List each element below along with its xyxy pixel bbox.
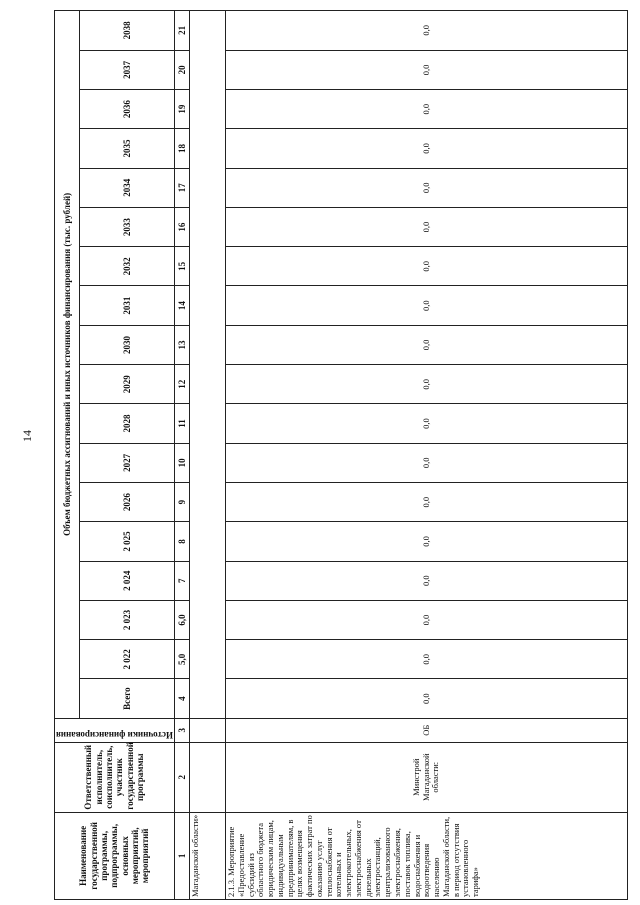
- column-number-8: 9: [174, 482, 189, 521]
- measure-value-11: 0,0: [225, 247, 627, 286]
- measure-value-15: 0,0: [225, 90, 627, 129]
- header-year-4: 2026: [79, 482, 174, 521]
- measure-value-14: 0,0: [225, 129, 627, 168]
- measure-value-16: 0,0: [225, 50, 627, 89]
- column-number-1: 2: [174, 742, 189, 812]
- measure-value-10: 0,0: [225, 286, 627, 325]
- financing-table: [54, 10, 628, 900]
- column-number-16: 17: [174, 168, 189, 207]
- continuation-executor-cell: [189, 742, 225, 812]
- column-number-13: 14: [174, 286, 189, 325]
- column-number-10: 11: [174, 404, 189, 443]
- header-year-2: 2 024: [79, 561, 174, 600]
- header-year-6: 2028: [79, 404, 174, 443]
- measure-value-1: 0,0: [225, 640, 627, 679]
- column-number-18: 19: [174, 90, 189, 129]
- header-year-10: 2032: [79, 247, 174, 286]
- measure-source-cell: ОБ: [225, 718, 627, 742]
- header-year-16: 2038: [79, 11, 174, 51]
- column-number-5: 6,0: [174, 600, 189, 639]
- measure-value-5: 0,0: [225, 482, 627, 521]
- header-year-0: 2 022: [79, 640, 174, 679]
- header-year-7: 2029: [79, 365, 174, 404]
- header-year-8: 2030: [79, 325, 174, 364]
- column-number-20: 21: [174, 11, 189, 51]
- header-year-15: 2037: [79, 50, 174, 89]
- header-year-9: 2031: [79, 286, 174, 325]
- header-year-13: 2035: [79, 129, 174, 168]
- header-source-column: [55, 718, 175, 742]
- continuation-name-cell: Магаданской области»: [189, 812, 225, 899]
- column-number-11: 12: [174, 365, 189, 404]
- header-name-column: Наименование государственной программы, подпрограммы, основных мероприятий, мероприятий: [55, 812, 175, 899]
- column-number-19: 20: [174, 50, 189, 89]
- measure-value-12: 0,0: [225, 207, 627, 246]
- header-year-1: 2 023: [79, 600, 174, 639]
- continuation-values-cell: [189, 11, 225, 719]
- column-number-14: 15: [174, 247, 189, 286]
- rotated-table-wrapper: [54, 10, 576, 900]
- measure-name-cell: 2.1.3. Мероприятие «Предоставление субсидий из областного бюджета юридическим лицам, индивидуальным предпринимателям, в целях возмещения фактических затрат по оказанию услуг теплоснабжения от котельных и электрокотельных, электроснабжения от дизельных электростанций, централизованного электроснабжения, поставок топлива, водоснабжения и водоотведения населению Магаданской области, в период отсутствия установленного тарифа»: [225, 812, 627, 899]
- header-year-3: 2 025: [79, 522, 174, 561]
- column-number-4: 5,0: [174, 640, 189, 679]
- header-year-11: 2033: [79, 207, 174, 246]
- measure-value-7: 0,0: [225, 404, 627, 443]
- measure-value-9: 0,0: [225, 325, 627, 364]
- page-number: 14: [20, 430, 34, 442]
- column-number-12: 13: [174, 325, 189, 364]
- measure-value-6: 0,0: [225, 443, 627, 482]
- header-year-12: 2034: [79, 168, 174, 207]
- measure-value-3: 0,0: [225, 561, 627, 600]
- column-number-2: 3: [174, 718, 189, 742]
- measure-value-0: 0,0: [225, 679, 627, 718]
- column-number-0: 1: [174, 812, 189, 899]
- column-number-15: 16: [174, 207, 189, 246]
- header-year-14: 2036: [79, 90, 174, 129]
- measure-value-4: 0,0: [225, 522, 627, 561]
- measure-value-2: 0,0: [225, 600, 627, 639]
- measure-value-13: 0,0: [225, 168, 627, 207]
- measure-value-17: 0,0: [225, 11, 627, 51]
- continuation-source-cell: [189, 718, 225, 742]
- header-total: Всего: [79, 679, 174, 718]
- measure-value-8: 0,0: [225, 365, 627, 404]
- column-number-3: 4: [174, 679, 189, 718]
- header-executor-column: Ответственный исполнитель, соисполнитель, участник государственной программы: [55, 742, 175, 812]
- column-number-6: 7: [174, 561, 189, 600]
- column-number-17: 18: [174, 129, 189, 168]
- header-volume-caption: Объем бюджетных ассигнований и иных источников финансирования (тыс. рублей): [55, 11, 80, 719]
- measure-executor-cell: Минстрой Магаданской области:: [225, 742, 627, 812]
- column-number-7: 8: [174, 522, 189, 561]
- column-number-9: 10: [174, 443, 189, 482]
- source-header-text: Источники финансирования: [56, 729, 173, 740]
- header-year-5: 2027: [79, 443, 174, 482]
